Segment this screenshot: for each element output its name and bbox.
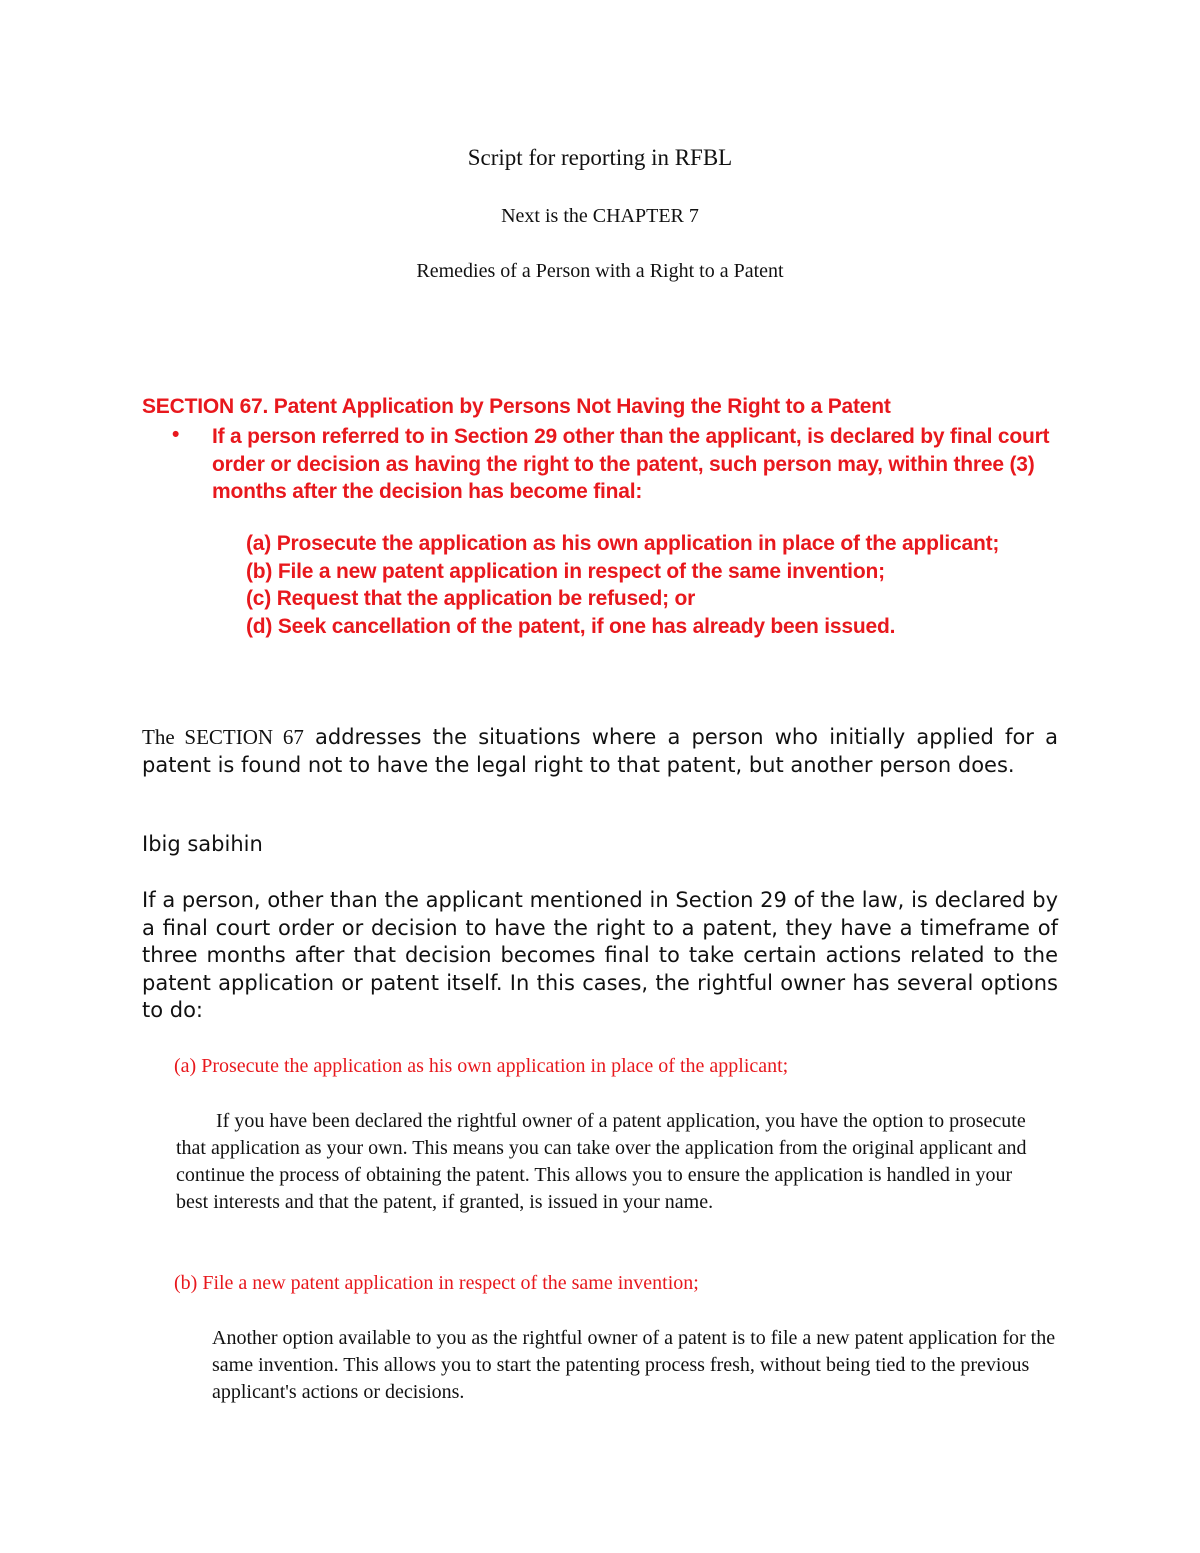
bullet-icon: • <box>172 423 180 446</box>
ibig-sabihin-label: Ibig sabihin <box>142 832 263 856</box>
detail-text-b: Another option available to you as the rightful owner of a patent is to file a new patent application for the same invention. This allows you to start the patenting process fresh, without being tied to the previous applicant's actions or decisions. <box>212 1327 1056 1403</box>
detail-heading-b: (b) File a new patent application in respect of the same invention; <box>174 1272 699 1294</box>
detail-text-a: If you have been declared the rightful owner of a patent application, you have the option to prosecute that application as your own. This means you can take over the application from the original applicant and continue the process of obtaining the patent. This allows you to ensure the application is handled in your best interests and that the patent, if granted, is issued in your name. <box>176 1110 1027 1213</box>
document-title: Script for reporting in RFBL <box>467 145 733 170</box>
chapter-line: Next is the CHAPTER 7 <box>501 205 699 227</box>
section-heading: SECTION 67. Patent Application by Persons Not Having the Right to a Patent <box>142 395 891 418</box>
section-option-b: (b) File a new patent application in respect of the same invention; <box>246 560 885 583</box>
detail-heading-a: (a) Prosecute the application as his own application in place of the applicant; <box>174 1055 789 1077</box>
explanation-paragraph <box>142 724 1058 779</box>
section-option-d: (d) Seek cancellation of the patent, if one has already been issued. <box>246 615 896 638</box>
section-option-c: (c) Request that the application be refused; or <box>246 587 696 610</box>
explanation-lead: The SECTION 67 <box>142 725 304 749</box>
section-bullet-text: If a person referred to in Section 29 other than the applicant, is declared by final court order or decision as having the right to the patent, such person may, within three (3) months after the decision has become final: <box>212 425 1050 503</box>
section-option-a: (a) Prosecute the application as his own application in place of the applicant; <box>246 532 1000 555</box>
main-paragraph: If a person, other than the applicant mentioned in Section 29 of the law, is declared by a final court order or decision to have the right to a patent, they have a timeframe of three months after that decision becomes final to take certain actions related to the patent application or patent itself. In this cases, the rightful owner has several options to do: <box>142 888 1058 1022</box>
chapter-subtitle: Remedies of a Person with a Right to a Patent <box>416 260 784 282</box>
explanation-rest: addresses the situations where a person who initially applied for a patent is found not to have the legal right to that patent, but another person does. <box>142 725 1058 777</box>
